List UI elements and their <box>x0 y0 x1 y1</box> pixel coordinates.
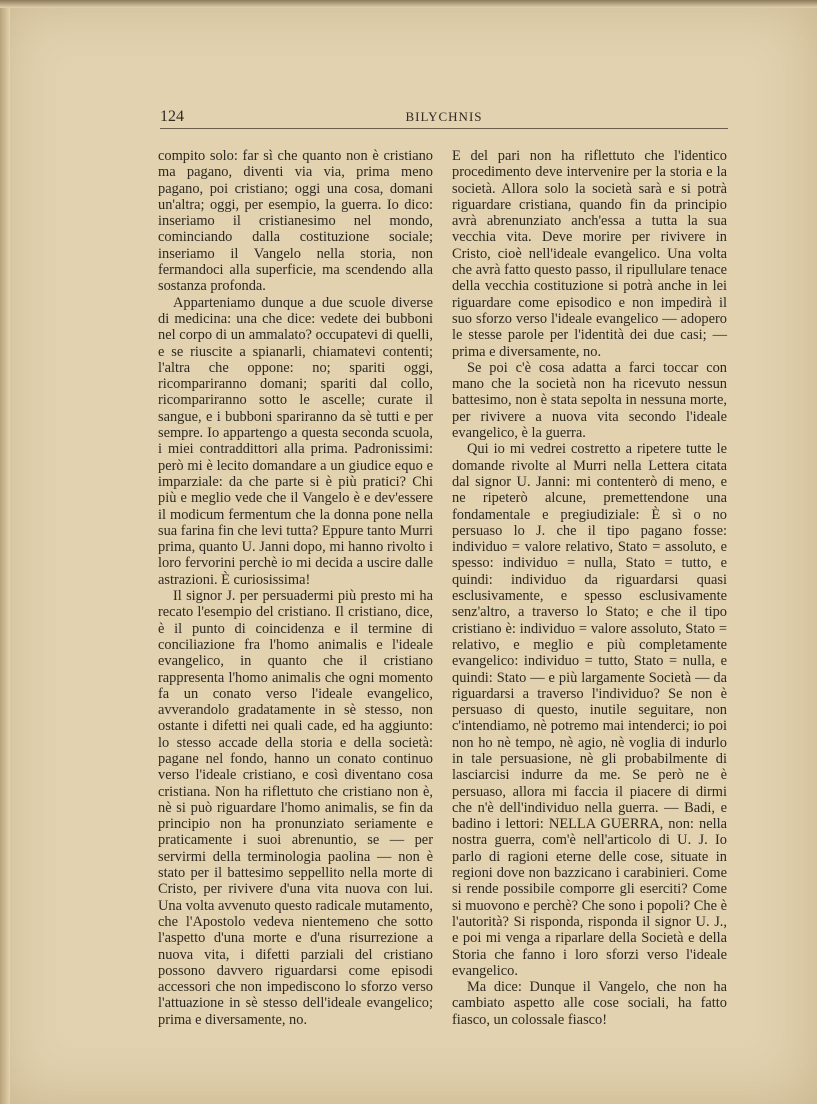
paragraph: Apparteniamo dunque a due scuole diverse di medicina: una che dice: vedete dei bubboni nel corpo di un ammalato? occupatevi di quelli, e se riuscite a spianarli, chiamatevi contenti; l'altra che oppone: no; spariti oggi, ricompariranno domani; spariti dal collo, ricompariranno sotto le ascelle; curate il sangue, e i bubboni spariranno da sè tutti e per sempre. Io appartengo a questa seconda scuola, i miei contraddittori alla prima. Padronissimi: però mi è lecito domandare a un giudice equo e imparziale: da che parte si è più pratici? Chi più e meglio vede che il Vangelo è e dev'essere il modicum fermentum che la donna pone nella sua farina fin che levi tutta? Eppure tanto Murri prima, quanto U. Janni dopo, mi hanno rivolto i loro fervorini perchè io mi decida a uscire dalle astrazioni. È curiosissima! <box>158 294 433 588</box>
page-number: 124 <box>160 108 184 125</box>
running-title: BILYCHNIS <box>405 109 483 124</box>
header-rule <box>160 128 728 130</box>
page-edge-top <box>0 0 817 8</box>
paragraph: compito solo: far sì che quanto non è cristiano ma pagano, diventi via via, prima meno pagano, poi cristiano; oggi una cosa, domani un'altra; oggi, per esempio, la guerra. Io dico: inseriamo il cristianesimo nel mondo, cominciando dalla costituzione sociale; inseriamo il Vangelo nella storia, non fermandoci alla superficie, ma scendendo alla sostanza profonda. <box>158 148 433 295</box>
page-edge-left <box>0 0 10 1104</box>
paragraph: E del pari non ha riflettuto che l'identico procedimento deve intervenire per la storia e la società. Allora solo la società sarà e si potrà riguardare cristiana, quando fin da principio avrà abrenunziato anch'essa a tutta la sua vecchia vita. Deve morire per rivivere in Cristo, cioè nell'ideale evangelico. Una volta che avrà fatto questo passo, il ripullulare tenace della vecchia costituzione si potrà anche in lei riguardare come episodico e non impedirà il suo sforzo verso l'ideale evangelico — adopero le stesse parole per l'identità dei due casi; — prima e diversamente, no. <box>452 148 727 360</box>
paragraph: Qui io mi vedrei costretto a ripetere tutte le domande rivolte al Murri nella Lettera citata dal signor U. Janni: mi contenterò di meno, e ne ripeterò alcune, premettendone una fondamentale e pregiudiziale: È sì o no persuaso lo J. che il tipo pagano fosse: individuo = valore relativo, Stato = assoluto, e spesso: individuo = nulla, Stato = tutto, e quindi: individuo da riguardarsi quasi esclusivamente, e spesso esclusivamente senz'altro, a traverso lo Stato; e che il tipo cristiano è: individuo = valore assoluto, Stato = relativo, e meglio e più completamente evangelico: individuo = tutto, Stato = nulla, e quindi: Stato — e più largamente Società — da riguardarsi a traverso l'individuo? Se non è persuaso di questo, inutile seguitare, non c'intendiamo, nè potremo mai intenderci; io poi non ho nè tempo, nè agio, nè voglia di indurlo in tale persuasione, nè gli probabilmente di lasciarcisi indurre da me. Se però ne è persuaso, allora mi faccia il piacere di dirmi che n'è dell'individuo nella guerra. — Badi, e badino i lettori: NELLA GUERRA, non: nella nostra guerra, com'è nell'articolo di U. J. Io parlo di ragioni eterne delle cose, situate in regioni dove non bazzicano i carabinieri. Come si rende possibile comporre gli eserciti? Come si muovono e perchè? Che sono i popoli? Che è l'autorità? Si risponda, risponda il signor U. J., e poi mi venga a riparlare della Società e della Storia che fanno i loro sforzi verso l'ideale evangelico. <box>452 441 727 979</box>
left-column <box>158 148 433 1028</box>
paragraph: Ma dice: Dunque il Vangelo, che non ha cambiato aspetto alle cose sociali, ha fatto fiasco, un colossale fiasco! <box>452 979 727 1028</box>
paragraph: Il signor J. per persuadermi più presto mi ha recato l'esempio del cristiano. Il cristiano, dice, è il punto di coincidenza e il termine di conciliazione fra l'homo animalis e l'ideale evangelico, in quanto che il cristiano rappresenta l'homo animalis che ogni momento fa un conato verso l'ideale evangelico, avverandolo gradatamente in sè stesso, non ostante i difetti nei quali cade, ed ha aggiunto: lo stesso accade della storia e della società: pagane nel fondo, hanno un conato continuo verso l'ideale cristiano, e così diventano cosa cristiana. Non ha riflettuto che cristiano non è, nè si può riguardare l'homo animalis, se fin da principio non ha pronunziato seriamente e praticamente i suoi abrenuntio, se — per servirmi della terminologia paolina — non è stato per il battesimo seppellito nella morte di Cristo, per rivivere d'una vita nuova con lui. Una volta avvenuto questo radicale mutamento, che l'Apostolo vedeva nientemeno che sotto l'aspetto d'una morte e d'una risurrezione a nuova vita, i difetti parziali del cristiano possono davvero riguardarsi come episodi accessori che non impediscono lo sforzo verso l'attuazione in sè stesso dell'ideale evangelico; prima e diversamente, no. <box>158 588 433 1028</box>
right-column <box>452 148 727 1028</box>
page-header <box>160 108 728 130</box>
paragraph: Se poi c'è cosa adatta a farci toccar con mano che la società non ha ricevuto nessun battesimo, non è stata sepolta in nessuna morte, per rivivere a nuova vita secondo l'ideale evangelico, è la guerra. <box>452 359 727 442</box>
